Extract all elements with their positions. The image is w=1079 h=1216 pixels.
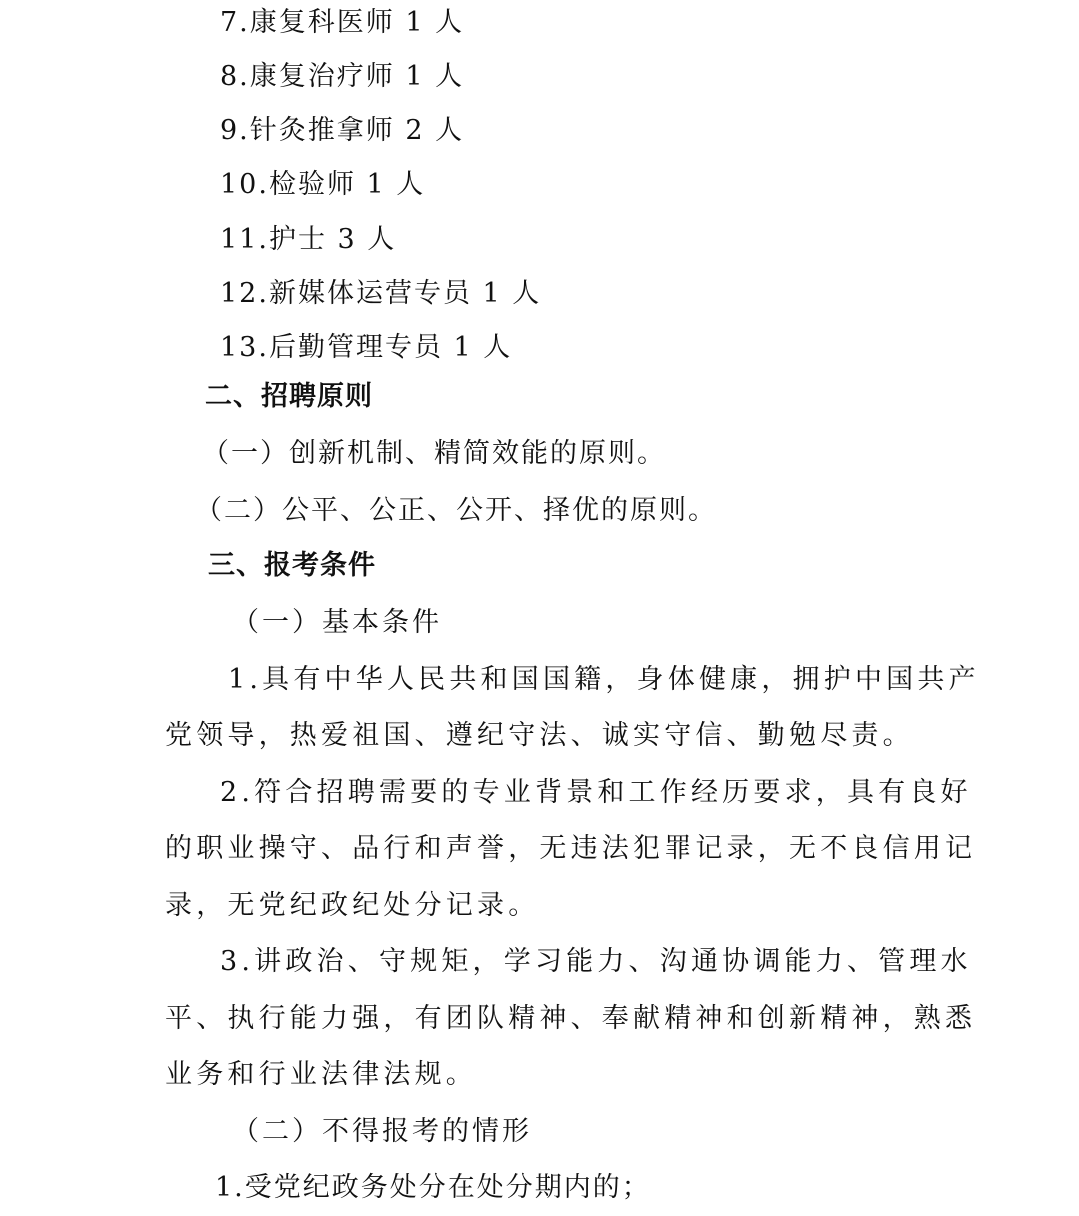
paragraph-line: 业务和行业法律法规。: [165, 1059, 477, 1090]
position-item: 13.后勤管理专员 1 人: [220, 332, 513, 363]
section-heading-application-conditions: 三、报考条件: [208, 550, 376, 581]
subsection-heading-basic-conditions: （一）基本条件: [232, 607, 442, 638]
paragraph-line: 2.符合招聘需要的专业背景和工作经历要求，具有良好: [220, 777, 972, 808]
paragraph-line: 1.具有中华人民共和国国籍，身体健康，拥护中国共产: [228, 664, 980, 695]
position-item: 9.针灸推拿师 2 人: [220, 115, 465, 146]
paragraph-line: 平、执行能力强，有团队精神、奉献精神和创新精神，熟悉: [165, 1003, 977, 1034]
paragraph-line: 录，无党纪政纪处分记录。: [165, 890, 540, 921]
position-item: 8.康复治疗师 1 人: [220, 61, 465, 92]
principle-item: （二）公平、公正、公开、择优的原则。: [195, 495, 717, 526]
paragraph-line: 的职业操守、品行和声誉，无违法犯罪记录，无不良信用记: [165, 833, 977, 864]
subsection-heading-excluded-cases: （二）不得报考的情形: [232, 1116, 532, 1147]
principle-item: （一）创新机制、精简效能的原则。: [202, 438, 666, 469]
position-item: 7.康复科医师 1 人: [220, 7, 465, 38]
paragraph-line: 3.讲政治、守规矩，学习能力、沟通协调能力、管理水: [220, 946, 972, 977]
paragraph-line: 1.受党纪政务处分在处分期内的；: [215, 1172, 651, 1203]
section-heading-recruitment-principles: 二、招聘原则: [205, 381, 373, 412]
position-item: 12.新媒体运营专员 1 人: [220, 278, 542, 309]
position-item: 11.护士 3 人: [220, 224, 397, 255]
position-item: 10.检验师 1 人: [220, 169, 426, 200]
paragraph-line: 党领导，热爱祖国、遵纪守法、诚实守信、勤勉尽责。: [165, 720, 914, 751]
